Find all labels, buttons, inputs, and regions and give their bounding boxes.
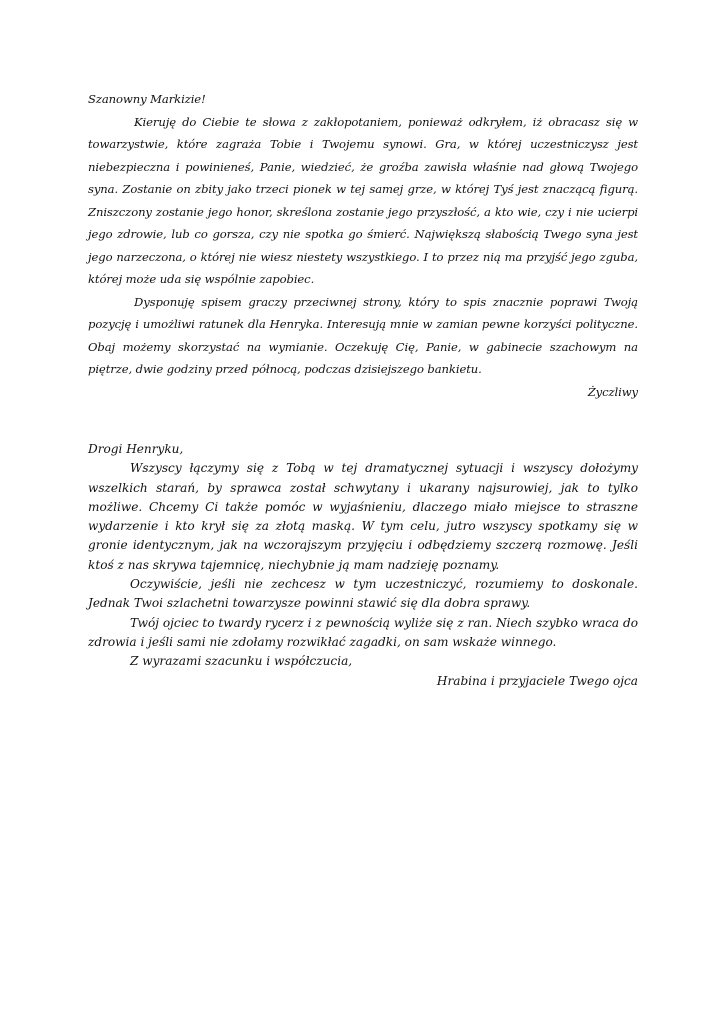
anonymous-letter [88,88,638,403]
letter-signature: Życzliwy [587,384,638,399]
letter-paragraph: Kieruję do Ciebie te słowa z zakłopotaniem, ponieważ odkryłem, iż obracasz się w towarzystwie, które zagraża Tobie i Twojemu synowi. Gra, w której uczestniczysz jest niebezpieczna i powinieneś, Panie, wiedzieć, że groźba zawisła właśnie nad głową Twojego syna. Zostanie on zbity jako trzeci pionek w tej samej grze, w której Tyś jest znaczącą figurą. Zniszczony zostanie jego honor, skreślona zostanie jego przyszłość, a kto wie, czy i nie ucierpi jego zdrowie, lub co gorsza, czy nie spotka go śmierć. Największą słabością Twego syna jest jego narzeczona, o której nie wiesz niestety wszystkiego. I to przez nią ma przyjść jego zguba, której może uda się wspólnie zapobiec. [88,114,638,286]
letter-paragraph: Dysponuję spisem graczy przeciwnej strony, który to spis znacznie poprawi Twoją pozycję i umożliwi ratunek dla Henryka. Interesują mnie w zamian pewne korzyści polityczne. Obaj możemy skorzystać na wymianie. Oczekuję Cię, Panie, w gabinecie szachowym na piętrze, dwie godziny przed północą, podczas dzisiejszego bankietu. [88,294,638,376]
letter-closing: Z wyrazami szacunku i współczucia, [130,654,353,669]
letter-salutation: Drogi Henryku, [88,442,184,456]
countess-letter [88,440,638,691]
letter-paragraph: Oczywiście, jeśli nie zechcesz w tym uczestniczyć, rozumiemy to doskonale. Jednak Twoi szlachetni towarzysze powinni stawić się dla dobra sprawy. [88,577,638,611]
letter-paragraph: Wszyscy łączymy się z Tobą w tej dramatycznej sytuacji i wszyscy dołożymy wszelkich starań, by sprawca został schwytany i ukarany najsurowiej, jak to tylko możliwe. Chcemy Ci także pomóc w wyjaśnieniu, dlaczego miało miejsce to straszne wydarzenie i kto krył się za złotą maską. W tym celu, jutro wszyscy spotkamy się w gronie identycznym, jak na wczorajszym przyjęciu i odbędziemy szczerą rozmowę. Jeśli ktoś z nas skrywa tajemnicę, niechybnie ją mam nadzieję poznamy. [88,461,638,572]
letter-signature: Hrabina i przyjaciele Twego ojca [436,673,638,688]
letter-salutation: Szanowny Markizie! [88,92,206,106]
letter-paragraph: Twój ojciec to twardy rycerz i z pewnością wyliże się z ran. Niech szybko wraca do zdrowia i jeśli sami nie zdołamy rozwikłać zagadki, on sam wskaże winnego. [88,615,638,649]
